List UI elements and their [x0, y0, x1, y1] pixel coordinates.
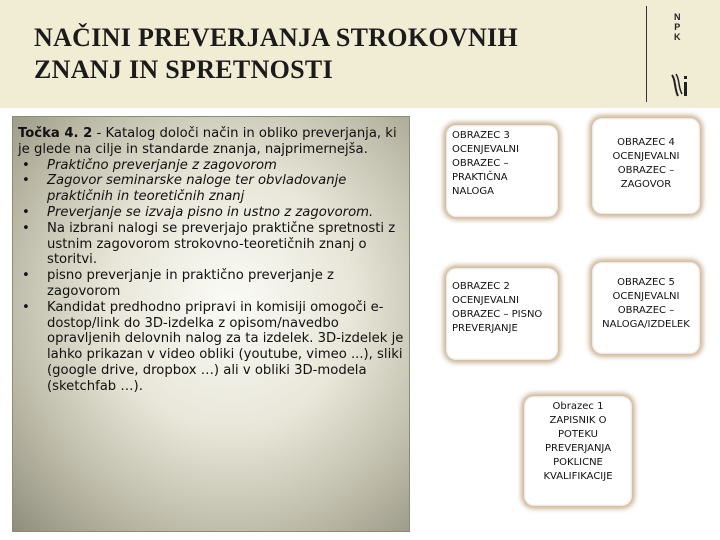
panel-text	[18, 126, 406, 395]
form-box-obrazec-1: Obrazec 1 ZAPISNIK O POTEKU PREVERJANJA POKLICNE KVALIFIKACIJE	[524, 396, 632, 506]
intro-text: - Katalog določi način in obliko preverjanja, ki je glede na cilje in standarde znanja, najprimernejša.	[18, 126, 397, 157]
form-box-obrazec-4: OBRAZEC 4 OCENJEVALNI OBRAZEC – ZAGOVOR	[592, 118, 700, 214]
logo-letter-p: P	[674, 22, 681, 32]
form-box-obrazec-2: OBRAZEC 2 OCENJEVALNI OBRAZEC – PISNO PREVERJANJE	[446, 268, 558, 360]
page-title	[34, 22, 634, 86]
form-box-obrazec-5: OBRAZEC 5 OCENJEVALNI OBRAZEC – NALOGA/IZDELEK	[592, 262, 700, 354]
list-item: • Na izbrani nalogi se preverjajo praktične spretnosti z ustnim zagovorom strokovno-teoretičnih znanj o storitvi.	[18, 221, 406, 268]
title-line-2: ZNANJ IN SPRETNOSTI	[34, 55, 333, 84]
form-box-obrazec-3: OBRAZEC 3 OCENJEVALNI OBRAZEC – PRAKTIČNA NALOGA	[446, 125, 558, 217]
logo-mark-icon	[668, 72, 690, 100]
list-item: • pisno preverjanje in praktično preverjanje z zagovorom	[18, 268, 406, 300]
logo-letter-n: N	[674, 12, 681, 22]
list-item: • Kandidat predhodno pripravi in komisiji omogoči e-dostop/link do 3D-izdelka z opisom/navedbo opravljenih delovnih nalog za ta izdelek. 3D-izdelek je lahko prikazan v video obliki (youtube, vimeo ...), sliki (google drive, dropbox …) ali v obliki 3D-modela (sketchfab …).	[18, 300, 406, 395]
logo-letter-k: K	[674, 32, 681, 42]
header-banner	[0, 0, 720, 108]
list-item: • Preverjanje se izvaja pisno in ustno z zagovorom.	[18, 205, 406, 221]
content-panel	[12, 116, 410, 532]
intro-heading: Točka 4. 2	[18, 126, 93, 141]
logo-divider	[646, 6, 647, 102]
bullet-list	[18, 158, 406, 395]
list-item: • Zagovor seminarske naloge ter obvladovanje praktičnih in teoretičnih znanj	[18, 173, 406, 205]
npk-logo	[646, 6, 706, 102]
list-item: • Praktično preverjanje z zagovorom	[18, 158, 406, 174]
logo-letters	[674, 12, 681, 42]
intro-paragraph	[18, 126, 406, 158]
title-line-1: NAČINI PREVERJANJA STROKOVNIH	[34, 23, 518, 52]
